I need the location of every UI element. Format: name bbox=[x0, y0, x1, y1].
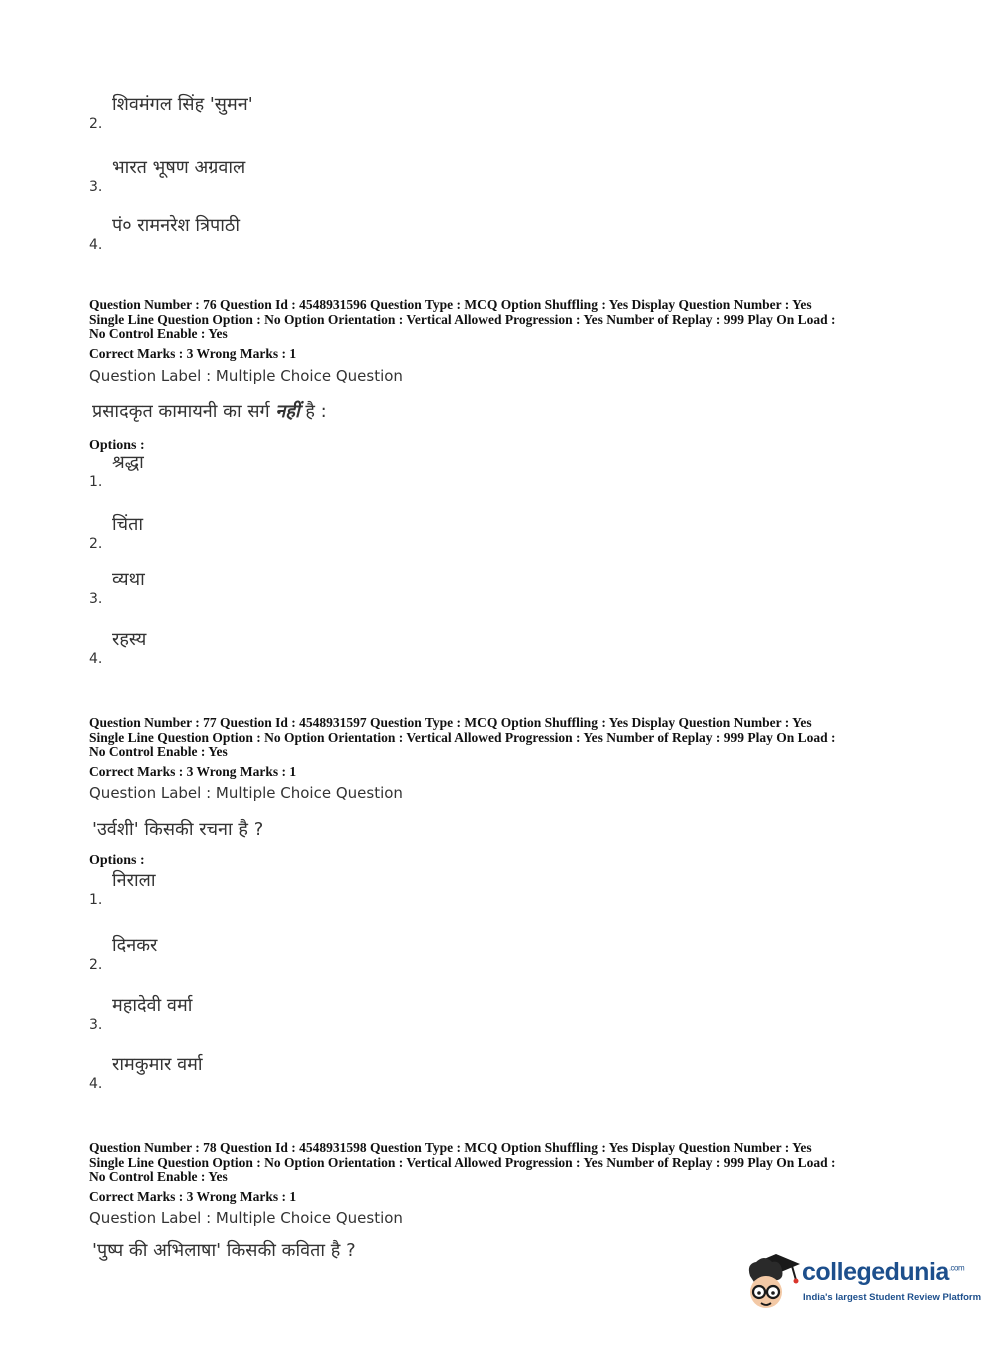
option-text: रामकुमार वर्मा bbox=[112, 1054, 203, 1075]
options-header: Options : bbox=[89, 438, 145, 453]
question-marks: Correct Marks : 3 Wrong Marks : 1 bbox=[89, 1189, 297, 1204]
question-stem: 'उर्वशी' किसकी रचना है ? bbox=[92, 819, 264, 840]
stem-emphasis: नहीं bbox=[275, 401, 300, 422]
question-meta bbox=[89, 1141, 919, 1185]
logo-suffix: .com bbox=[948, 1263, 965, 1273]
question-meta bbox=[89, 716, 919, 760]
collegedunia-logo bbox=[742, 1250, 982, 1314]
meta-line: Single Line Question Option : No Option Orientation : Vertical Allowed Progression : Yes Number of Replay : 999 Play On Load : bbox=[89, 311, 836, 327]
option-number: 3. bbox=[89, 1017, 103, 1033]
option-text: भारत भूषण अग्रवाल bbox=[112, 157, 246, 178]
option-text: रहस्य bbox=[112, 629, 147, 650]
meta-line: No Control Enable : Yes bbox=[89, 1169, 228, 1184]
question-label: Question Label : Multiple Choice Question bbox=[89, 367, 403, 385]
option-number: 2. bbox=[89, 536, 103, 552]
meta-line: Question Number : 76 Question Id : 4548931596 Question Type : MCQ Option Shuffling : Yes Display Question Number : Yes bbox=[89, 297, 812, 312]
question-marks: Correct Marks : 3 Wrong Marks : 1 bbox=[89, 346, 297, 361]
option-number: 1. bbox=[89, 474, 103, 490]
option-text: महादेवी वर्मा bbox=[112, 995, 193, 1016]
option-text: पं० रामनरेश त्रिपाठी bbox=[112, 215, 241, 236]
question-label: Question Label : Multiple Choice Question bbox=[89, 784, 403, 802]
meta-line: Single Line Question Option : No Option Orientation : Vertical Allowed Progression : Yes Number of Replay : 999 Play On Load : bbox=[89, 729, 836, 745]
meta-line: Single Line Question Option : No Option Orientation : Vertical Allowed Progression : Yes Number of Replay : 999 Play On Load : bbox=[89, 1154, 836, 1170]
logo-tagline: India's largest Student Review Platform bbox=[803, 1292, 982, 1303]
question-label: Question Label : Multiple Choice Question bbox=[89, 1209, 403, 1227]
question-stem bbox=[92, 399, 327, 423]
option-number: 2. bbox=[89, 116, 103, 132]
option-text: श्रद्धा bbox=[112, 452, 144, 473]
stem-text: प्रसादकृत कामायनी का सर्ग bbox=[92, 401, 276, 422]
stem-text: है : bbox=[299, 401, 327, 422]
option-text: शिवमंगल सिंह 'सुमन' bbox=[112, 94, 253, 115]
option-number: 1. bbox=[89, 892, 103, 908]
question-meta bbox=[89, 298, 919, 342]
question-stem: 'पुष्प की अभिलाषा' किसकी कविता है ? bbox=[92, 1240, 356, 1261]
option-number: 3. bbox=[89, 591, 103, 607]
meta-line: Question Number : 78 Question Id : 4548931598 Question Type : MCQ Option Shuffling : Yes Display Question Number : Yes bbox=[89, 1140, 812, 1155]
options-header: Options : bbox=[89, 853, 145, 868]
option-number: 2. bbox=[89, 957, 103, 973]
logo-name: collegedunia bbox=[802, 1258, 949, 1286]
option-text: व्यथा bbox=[112, 569, 145, 590]
option-number: 4. bbox=[89, 1076, 103, 1092]
option-number: 3. bbox=[89, 179, 103, 195]
option-text: चिंता bbox=[112, 514, 144, 535]
option-text: दिनकर bbox=[112, 935, 158, 956]
meta-line: No Control Enable : Yes bbox=[89, 744, 228, 759]
option-number: 4. bbox=[89, 651, 103, 667]
option-text: निराला bbox=[112, 870, 156, 891]
question-marks: Correct Marks : 3 Wrong Marks : 1 bbox=[89, 764, 297, 779]
meta-line: No Control Enable : Yes bbox=[89, 326, 228, 341]
mascot-icon bbox=[742, 1250, 802, 1314]
logo-wordmark bbox=[802, 1258, 964, 1287]
option-number: 4. bbox=[89, 237, 103, 253]
meta-line: Question Number : 77 Question Id : 4548931597 Question Type : MCQ Option Shuffling : Yes Display Question Number : Yes bbox=[89, 715, 812, 730]
